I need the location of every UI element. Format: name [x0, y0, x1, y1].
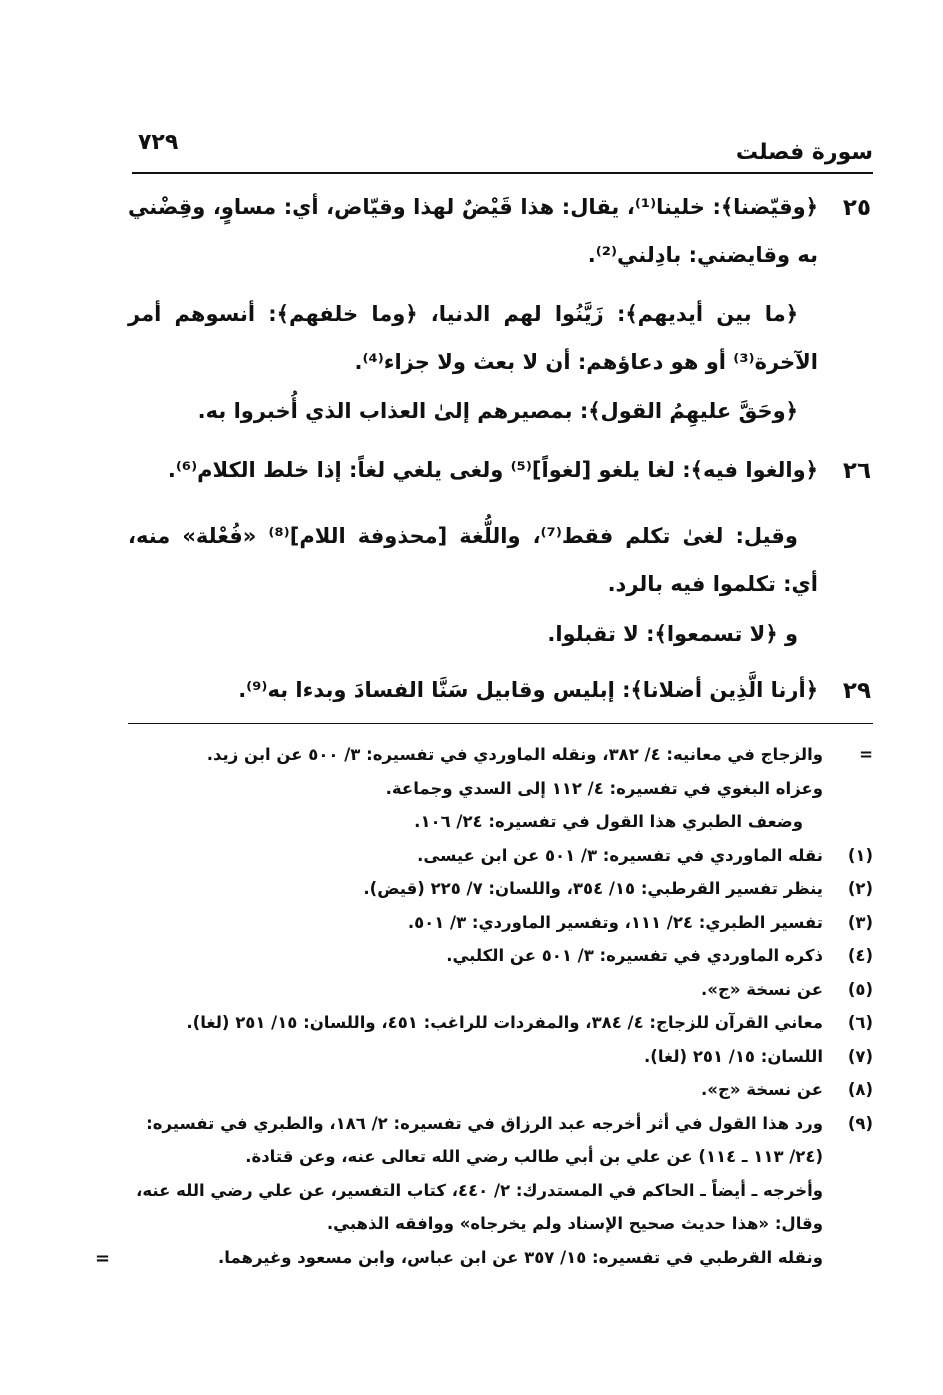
footnote-7: (٧) اللسان: ١٥/ ٢٥١ (لغا).	[644, 1046, 873, 1066]
footnote-separator	[128, 723, 873, 724]
continuation-mark: =	[95, 1248, 111, 1269]
verse-25-text: ﴿وقيّضنا﴾: خلينا⁽¹⁾، يقال: هذا قَيْضٌ لهذا وقيّاض، أي: مساوٍ، وقِضْني به وقايضني: بادِلني⁽²⁾.	[128, 195, 818, 267]
verse-26-text: ﴿والغوا فيه﴾: لغا يلغو [لغواً]⁽⁵⁾ ولغى يلغي لغاً: إذا خلط الكلام⁽⁶⁾.	[167, 458, 818, 482]
footnote-5: (٥) عن نسخة «ج».	[701, 979, 873, 999]
footnotes	[120, 738, 873, 1274]
commentary-la-tasmau: و ﴿لا تسمعوا﴾: لا تقبلوا.	[547, 622, 798, 646]
commentary-ma-bayna-aydihim: ﴿ما بين أيديهم﴾: زَيَّنُوا لهم الدنيا، ﴿وما خلفهم﴾: أنسوهم أمر الآخرة⁽³⁾ أو هو دعاؤهم: أن لا بعث ولا جزاء⁽⁴⁾.	[128, 302, 818, 374]
commentary-wahaqqa: ﴿وحَقَّ عليهِمُ القول﴾: بمصيرهم إلىٰ العذاب الذي أُخبروا به.	[197, 399, 798, 423]
footnote-continuation: = والزجاج في معانيه: ٤/ ٣٨٢، ونقله الماوردي في تفسيره: ٣/ ٥٠٠ عن ابن زيد. وعزاه البغوي في تفسيره: ٤/ ١١٢ إلى السدي وجماعة. وضعف الطبري هذا القول في تفسيره: ٢٤/ ١٠٦.	[206, 745, 873, 831]
commentary-qila: وقيل: لغىٰ تكلم فقط⁽⁷⁾، واللُّغة [محذوفة اللام]⁽⁸⁾ «فُعْلة» منه، أي: تكلموا فيه بالرد.	[128, 524, 818, 596]
footnote-1: (١) نقله الماوردي في تفسيره: ٣/ ٥٠١ عن ابن عيسى.	[417, 845, 873, 865]
surah-title: سورة فصلت	[735, 140, 873, 165]
verse-29-text: ﴿أرنا الَّذِين أضلانا﴾: إبليس وقابيل سَنَّا الفسادَ وبدءا به⁽⁹⁾.	[238, 678, 818, 702]
verse-number-29: ٢٩	[842, 678, 871, 704]
verse-number-25: ٢٥	[842, 195, 871, 221]
footnote-2: (٢) ينظر تفسير القرطبي: ١٥/ ٣٥٤، واللسان: ٧/ ٢٢٥ (قيض).	[363, 879, 873, 898]
header-rule	[132, 172, 873, 174]
footnote-8: (٨) عن نسخة «ج».	[701, 1080, 873, 1099]
page-number: ٧٢٩	[138, 130, 179, 155]
footnote-3: (٣) تفسير الطبري: ٢٤/ ١١١، وتفسير الماوردي: ٣/ ٥٠١.	[407, 912, 873, 932]
footnote-9: (٩) ورد هذا القول في أثر أخرجه عبد الرزاق في تفسيره: ٢/ ١٨٦، والطبري في تفسيره: (٢٤/ ١١٣ ـ ١١٤) عن علي بن أبي طالب رضي الله تعالى عنه، وعن قتادة. وأخرجه ـ أيضاً ـ الحاكم في المستدرك: ٢/ ٤٤٠، كتاب التفسير، عن علي رضي الله عنه، وقال: «هذا حديث صحيح الإسناد ولم يخرجاه» ووافقه الذهبي. ونقله القرطبي في تفسيره: ١٥/ ٣٥٧ عن ابن عباس، وابن مسعود وغيرهما.	[136, 1113, 873, 1267]
footnote-4: (٤) ذكره الماوردي في تفسيره: ٣/ ٥٠١ عن الكلبي.	[446, 946, 873, 965]
footnote-6: (٦) معاني القرآن للزجاج: ٤/ ٣٨٤، والمفردات للراغب: ٤٥١، واللسان: ١٥/ ٢٥١ (لغا).	[186, 1013, 873, 1032]
verse-number-26: ٢٦	[842, 458, 871, 484]
